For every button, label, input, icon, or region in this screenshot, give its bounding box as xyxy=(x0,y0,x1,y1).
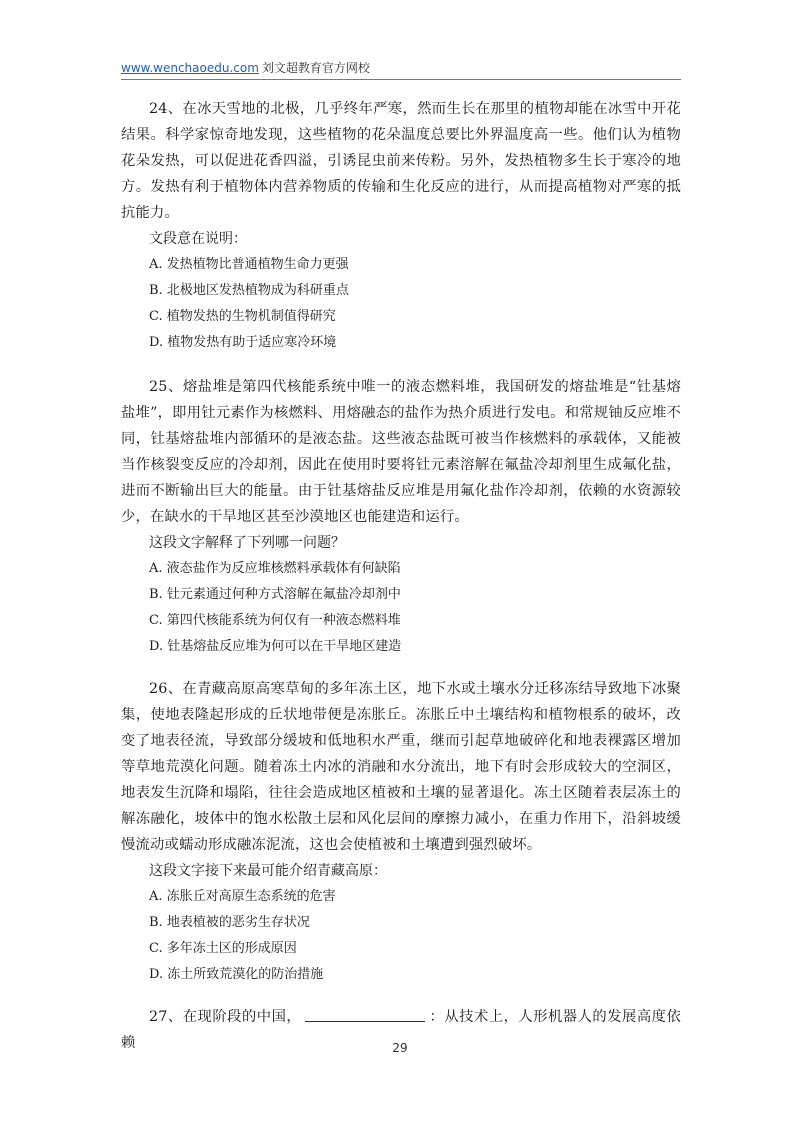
question-passage: 24、在冰天雪地的北极，几乎终年严寒，然而生长在那里的植物却能在冰雪中开花结果。科学家惊奇地发现，这些植物的花朵温度总要比外界温度高一些。他们认为植物花朵发热，可以促进花香四溢，引诱昆虫前来传粉。另外，发热植物多生长于寒冷的地方。发热有利于植物体内营养物质的传输和生化反应的进行，从而提高植物对严寒的抵抗能力。 xyxy=(121,101,681,221)
question-26 xyxy=(121,676,681,988)
option-d: D. 钍基熔盐反应堆为何可以在干旱地区建造 xyxy=(149,639,402,654)
option-a: A. 冻胀丘对高原生态系统的危害 xyxy=(149,889,336,904)
page-number: 29 xyxy=(392,1041,408,1055)
option-b: B. 钍元素通过何种方式溶解在氟盐冷却剂中 xyxy=(149,587,401,602)
option-b: B. 北极地区发热植物成为科研重点 xyxy=(149,283,349,298)
option-d: D. 冻土所致荒漠化的防治措施 xyxy=(149,967,324,982)
option-c: C. 植物发热的生物机制值得研究 xyxy=(149,309,336,324)
question-25 xyxy=(121,374,681,660)
page-header xyxy=(121,59,681,80)
question-passage: 26、在青藏高原高寒草甸的多年冻土区，地下水或土壤水分迁移冻结导致地下冰聚集，使地表隆起形成的丘状地带便是冻胀丘。冻胀丘中土壤结构和植物根系的破坏，改变了地表径流，导致部分缓坡和低地积水严重，继而引起草地破碎化和地表裸露区增加等草地荒漠化问题。随着冻土内冰的消融和水分流出，地下有时会形成较大的空洞区，地表发生沉降和塌陷，往往会造成地区植被和土壤的显著退化。冻土区随着表层冻土的解冻融化，坡体中的饱水松散土层和风化层间的摩擦力减小，在重力作用下，沿斜坡缓慢流动或蠕动形成融冻泥流，这也会使植被和土壤遭到强烈破坏。 xyxy=(121,681,681,853)
q27-text-before: 27、在现阶段的中国， xyxy=(149,1009,302,1025)
question-prompt: 这段文字解释了下列哪一问题？ xyxy=(149,535,345,551)
fill-in-blank xyxy=(305,1007,425,1022)
option-c: C. 多年冻土区的形成原因 xyxy=(149,941,297,956)
q27-text-after: ：从技术上，人形机器人的发展高度依赖 xyxy=(121,1009,681,1051)
site-url-link[interactable]: www.wenchaoedu.com xyxy=(121,61,259,75)
question-prompt: 文段意在说明： xyxy=(149,231,247,247)
question-prompt: 这段文字接下来最可能介绍青藏高原： xyxy=(149,863,387,879)
option-a: A. 液态盐作为反应堆核燃料承载体有何缺陷 xyxy=(149,561,401,576)
question-24 xyxy=(121,96,681,356)
option-b: B. 地表植被的恶劣生存状况 xyxy=(149,915,310,930)
option-a: A. 发热植物比普通植物生命力更强 xyxy=(149,257,349,272)
site-org-name: 刘文超教育官方网校 xyxy=(261,61,370,75)
option-d: D. 植物发热有助于适应寒冷环境 xyxy=(149,335,337,350)
option-c: C. 第四代核能系统为何仅有一种液态燃料堆 xyxy=(149,613,401,628)
question-passage: 25、熔盐堆是第四代核能系统中唯一的液态燃料堆，我国研发的熔盐堆是“钍基熔盐堆”，即用钍元素作为核燃料、用熔融态的盐作为热介质进行发电。和常规铀反应堆不同，钍基熔盐堆内部循环的是液态盐。这些液态盐既可被当作核燃料的承载体，又能被当作核裂变反应的冷却剂，因此在使用时要将钍元素溶解在氟盐冷却剂里生成氟化盐，进而不断输出巨大的能量。由于钍基熔盐反应堆是用氟化盐作冷却剂，依赖的水资源较少，在缺水的干旱地区甚至沙漠地区也能建造和运行。 xyxy=(121,379,681,525)
